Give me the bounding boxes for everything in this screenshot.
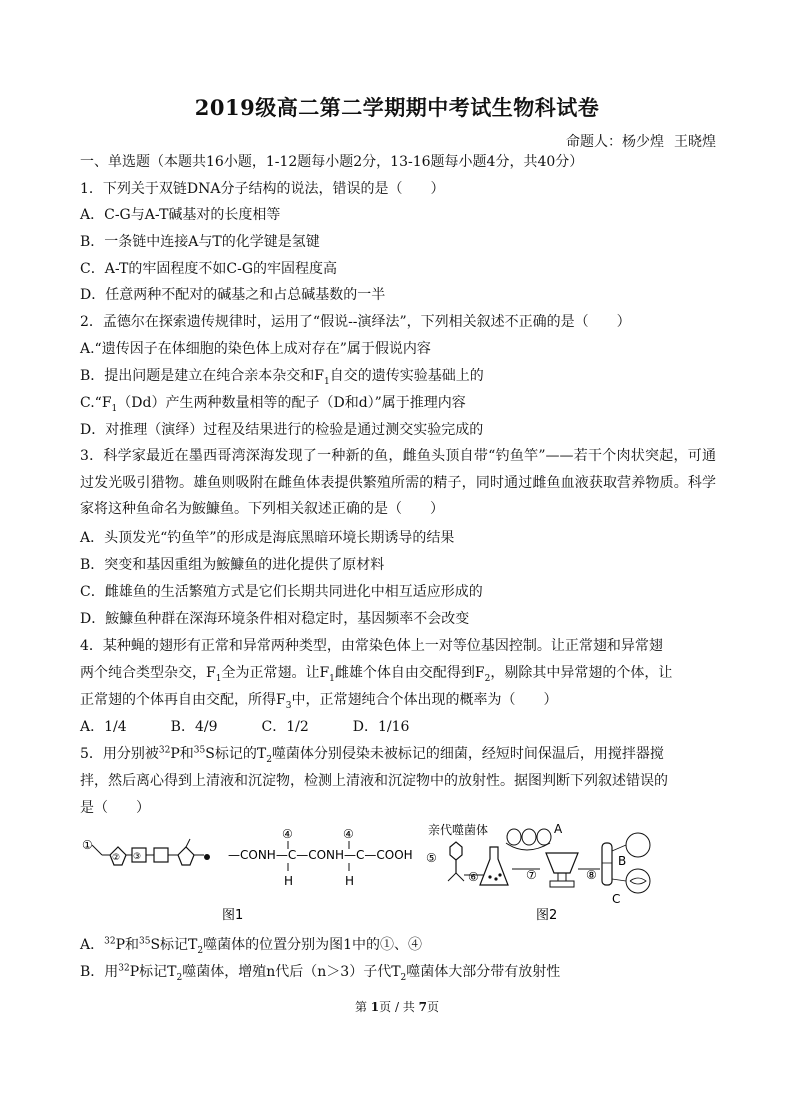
q5-stem-line-1: 5．用分别被$^{32}$P和$^{35}$S标记的$T_2$噬菌体分别侵染未被标记的细菌，经短时间保温后，用搅拌器搅 bbox=[80, 745, 664, 765]
q2-stem: 2．孟德尔在探索遗传规律时，运用了“假说--演绎法”，下列相关叙述不正确的是（ ） bbox=[80, 314, 631, 330]
q4-stem-line-2: 两个纯合类型杂交，$F_1$全为正常翅。让$F_1$雌雄个体自由交配得到$F_2$，剔除其中异常翅的个体，让 bbox=[80, 665, 673, 684]
q5-option-a: A．$^{32}$P和$^{35}$S标记$T_2$噬菌体的位置分别为图1中的①、④ bbox=[80, 936, 423, 956]
q1-option-c: C．A-T的牢固程度不如C-G的牢固程度高 bbox=[80, 261, 338, 277]
blender-icon bbox=[546, 853, 578, 873]
q3-option-d: D．鮟鱇鱼种群在深海环境条件相对稳定时，基因频率不会改变 bbox=[80, 611, 470, 627]
q1-option-a: A．C-G与A-T碱基对的长度相等 bbox=[80, 207, 281, 223]
q1-stem: 1．下列关于双链DNA分子结构的说法，错误的是（ ） bbox=[80, 181, 445, 197]
section-heading: 一、单选题（本题共16小题，1-12题每小题2分，13-16题每小题4分，共40分） bbox=[80, 154, 584, 170]
q3-option-a: A．头顶发光“钓鱼竿”的形成是海底黑暗环境长期诱导的结果 bbox=[80, 530, 455, 546]
q4-option-b: B．4/9 bbox=[170, 719, 218, 735]
authors-line bbox=[566, 131, 716, 151]
label-C: C bbox=[612, 892, 621, 906]
label-6: ⑥ bbox=[468, 870, 479, 884]
page-footer: 第 1页 / 共 7页 bbox=[354, 1000, 440, 1014]
label-8: ⑧ bbox=[586, 868, 597, 882]
centrifuge-tube-icon bbox=[602, 843, 612, 885]
phage-icon bbox=[450, 842, 462, 860]
figure-1-peptide bbox=[228, 827, 413, 888]
label-B: B bbox=[618, 854, 627, 868]
q4-stem-line-3: 正常翅的个体再自由交配，所得$F_3$中，正常翅纯合个体出现的概率为（ ） bbox=[80, 692, 558, 711]
author-1: 杨少煌 bbox=[622, 134, 664, 150]
peptide-formula: —CONH—C—CONH—C—COOH bbox=[228, 848, 413, 862]
q5-figures bbox=[80, 823, 720, 923]
chain-end-dot bbox=[204, 854, 210, 860]
q4-option-a: A．1/4 bbox=[80, 719, 127, 735]
q2-option-d: D．对推理（演绎）过程及结果进行的检验是通过测交实验完成的 bbox=[80, 422, 484, 438]
q2-option-a: A.“遗传因子在体细胞的染色体上成对存在”属于假说内容 bbox=[80, 341, 431, 357]
q2-option-b: B．提出问题是建立在纯合亲本杂交和$F_1$自交的遗传实验基础上的 bbox=[80, 368, 484, 387]
label-4-left: ④ bbox=[282, 827, 293, 841]
label-7: ⑦ bbox=[526, 868, 537, 882]
label-3: ③ bbox=[133, 852, 142, 862]
q5-stem-line-3: 是（ ） bbox=[80, 800, 150, 816]
figure-2-caption: 图2 bbox=[536, 908, 558, 923]
q3-stem: 3．科学家最近在墨西哥湾深海发现了一种新的鱼，雌鱼头顶自带“钓鱼竿”——若干个肉状突起，可通过发光吸引猎物。雄鱼则吸附在雌鱼体表提供繁殖所需的精子，同时通过雌鱼血液获取营养物质。科学家将这种鱼命名为鮟鱇鱼。下列相关叙述正确的是（ ） bbox=[80, 448, 716, 517]
label-4-right: ④ bbox=[343, 827, 354, 841]
q3-option-b: B．突变和基因重组为鮟鱇鱼的进化提供了原材料 bbox=[80, 557, 385, 573]
q3-option-c: C．雌雄鱼的生活繁殖方式是它们长期共同进化中相互适应形成的 bbox=[80, 584, 483, 600]
label-1: ① bbox=[82, 838, 93, 852]
figure-2-experiment bbox=[426, 823, 650, 906]
q4-option-d: D．1/16 bbox=[352, 719, 410, 735]
supernatant-circle bbox=[626, 833, 650, 857]
q4-stem-line-1: 4．某种蝇的翅形有正常和异常两种类型，由常染色体上一对等位基因控制。让正常翅和异常翅 bbox=[80, 638, 663, 654]
figure-1-caption: 图1 bbox=[222, 908, 244, 923]
q1-option-d: D．任意两种不配对的碱基之和占总碱基数的一半 bbox=[80, 287, 386, 303]
label-5: ⑤ bbox=[426, 851, 437, 865]
phage-parent-label: 亲代噬菌体 bbox=[428, 823, 489, 837]
label-2: ② bbox=[112, 853, 121, 863]
q4-option-c: C．1/2 bbox=[261, 719, 309, 735]
h-right: H bbox=[345, 874, 355, 888]
q4-options bbox=[80, 717, 720, 737]
q1-option-b: B．一条链中连接A与T的化学键是氢键 bbox=[80, 234, 320, 250]
h-left: H bbox=[284, 874, 294, 888]
flask-icon bbox=[480, 847, 508, 885]
q2-option-c: $C.“F_1(Dd)$产生两种数量相等的配子（D和d）”属于推理内容 bbox=[80, 395, 466, 414]
label-A: A bbox=[554, 823, 563, 836]
figure-1-nucleotide bbox=[82, 838, 210, 865]
page-title: 2019级高二第二学期期中考试生物科试卷 bbox=[194, 95, 600, 120]
author-2: 王晓煌 bbox=[674, 134, 716, 150]
q5-option-b: B．用$^{32}$P标记$T_2$噬菌体，增殖n代后（n＞3）子代$T_2$噬菌体大部分带有放射性 bbox=[80, 963, 561, 983]
q5-stem-line-2: 拌，然后离心得到上清液和沉淀物，检测上清液和沉淀物中的放射性。据图判断下列叙述错误的 bbox=[80, 773, 668, 789]
authors-label: 命题人： bbox=[566, 134, 622, 150]
